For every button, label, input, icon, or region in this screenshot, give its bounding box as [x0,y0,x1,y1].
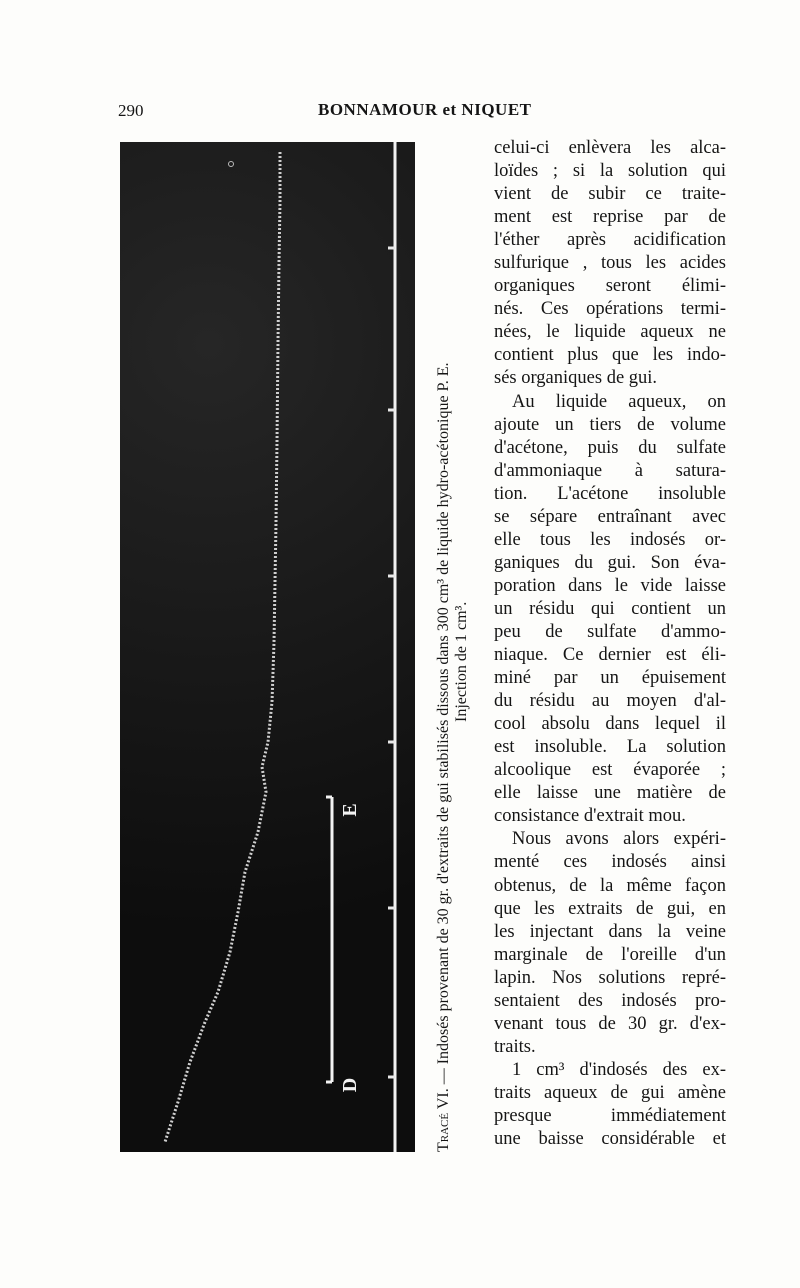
text-line: elle tous les indosés or- [494,529,726,550]
page-number: 290 [118,101,144,120]
tracing-svg [120,142,415,1152]
text-line: cool absolu dans lequel il [494,714,726,735]
text-line: ganiques du gui. Son éva- [494,552,726,573]
text-line: vient de subir ce traite- [494,184,726,205]
text-line: traits. [494,1036,536,1057]
text-line: d'acétone, puis du sulfate [494,437,726,458]
text-line: organiques seront élimi- [494,276,726,297]
text-line: alcoolique est évaporée ; [494,760,726,781]
pressure-trace [165,152,280,1142]
text-line: poration dans le vide laisse [494,575,726,596]
text-line: ajoute un tiers de volume [494,414,726,435]
text-line: tion. L'acétone insoluble [494,483,726,504]
text-line: miné par un épuisement [494,668,726,689]
text-line: du résidu au moyen d'al- [494,691,726,712]
text-line: l'éther après acidification [494,230,726,251]
text-line: marginale de l'oreille d'un [494,944,726,965]
text-line: peu de sulfate d'ammo- [494,621,726,642]
text-line: que les extraits de gui, en [494,898,726,919]
body-text-column [494,137,726,1151]
text-line: obtenus, de la même façon [494,875,726,896]
text-line: Au liquide aqueux, on [512,391,726,412]
text-line: traits aqueux de gui amène [494,1082,726,1103]
text-line: celui-ci enlèvera les alca- [494,138,726,158]
caption-line-1: — Indosés provenant de 30 gr. d'extraits de gui stabilisés dissous dans 300 cm³ de liquide hydro-acétonique P. E. [435,362,452,1089]
reference-mark [229,162,234,167]
running-title: BONNAMOUR et NIQUET [318,100,532,119]
text-line: 1 cm³ d'indosés des ex- [512,1059,726,1080]
text-line: presque immédiatement [494,1105,726,1126]
text-line: lapin. Nos solutions repré- [494,967,726,988]
figure-caption [435,142,471,1152]
injection-signal [326,797,332,1082]
text-line: menté ces indosés ainsi [494,852,726,873]
text-line: est insoluble. La solution [494,737,726,758]
text-line: sulfurique , tous les acides [494,253,726,274]
kymograph-tracing [120,142,415,1152]
text-line: les injectant dans la veine [494,921,726,942]
text-line: un résidu qui contient un [494,598,726,619]
figure-caption-area [415,142,490,1152]
text-line: sés organiques de gui. [494,368,658,389]
text-line: niaque. Ce dernier est éli- [494,645,726,666]
text-line: elle laisse une matière de [494,783,726,804]
text-line: contient plus que les indo- [494,345,726,366]
text-line: d'ammoniaque à satura- [494,460,726,481]
text-line: se sépare entraînant avec [494,506,726,527]
text-line: ment est reprise par de [494,207,726,228]
text-line: loïdes ; si la solution qui [494,161,726,182]
text-line: une baisse considérable et [494,1129,726,1150]
text-line: sentaient des indosés pro- [494,990,726,1011]
text-line: venant tous de 30 gr. d'ex- [494,1013,726,1034]
text-line: consistance d'extrait mou. [494,806,686,827]
text-line: Nous avons alors expéri- [512,829,726,850]
marker-e: E [339,803,361,817]
marker-d: D [339,1077,361,1093]
caption-line-2: Injection de 1 cm³. [453,601,470,722]
text-line: nés. Ces opérations termi- [494,299,726,320]
text-line: nées, le liquide aqueux ne [494,322,726,343]
caption-label: Tracé VI. [435,1088,452,1152]
